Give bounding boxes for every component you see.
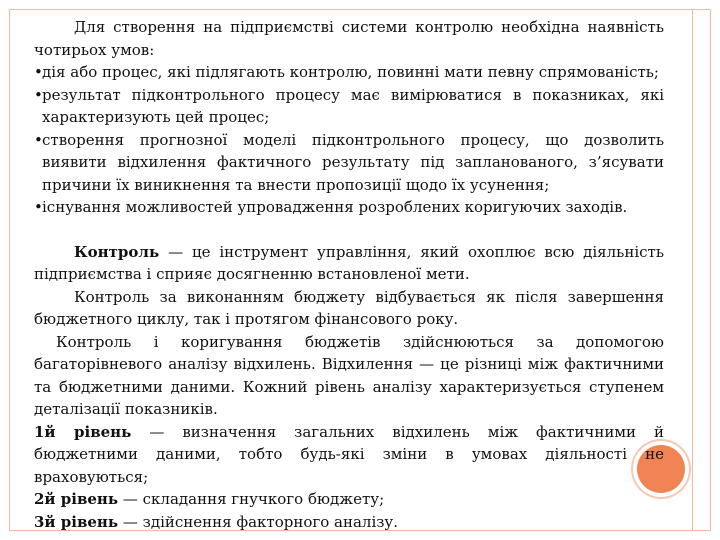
bullet-text: створення прогнозної моделі підконтрольного процесу, що дозволить виявити відхилення фактичного результату під запланованого, з’ясувати причини їх виникнення та внести пропозиції щодо їх усунення; (42, 130, 664, 194)
budget-correction-paragraph: Контроль і коригування бюджетів здійснюються за допомогою багаторівневого аналізу відхилень. Відхилення — це різниці між фактичними та бюджетними даними. Кожний рівень аналізу характеризується ступенем деталізації показників. (34, 332, 664, 418)
level-text: — здійснення факторного аналізу. (118, 512, 399, 531)
level-label: 3й рівень (34, 512, 119, 531)
slide-content (34, 16, 664, 533)
bullet-item (34, 196, 664, 219)
bullet-text: результат підконтрольного процесу має вимірюватися в показниках, які характеризують цей процес; (42, 85, 664, 126)
level-item (34, 488, 664, 511)
bullet-marker: • (34, 85, 43, 104)
bullet-text: існування можливостей упровадження розроблених коригуючих заходів. (42, 198, 628, 216)
bullet-item (34, 61, 664, 84)
level-label: 2й рівень (34, 490, 119, 508)
bullet-marker: • (34, 130, 43, 149)
level-text: — визначення загальних відхилень між фактичними й бюджетними даними, тобто будь-які зміни в умовах діяльності не враховуються; (34, 422, 664, 486)
budget-control-paragraph: Контроль за виконанням бюджету відбувається як після завершення бюджетного циклу, так і протягом фінансового року. (34, 287, 664, 328)
control-definition-text: — це інструмент управління, який охоплює всю діяльність підприємства і сприяє досягненню встановленої мети. (34, 242, 664, 283)
bullet-item (34, 129, 664, 197)
intro-paragraph: Для створення на підприємстві системи контролю необхідна наявність чотирьох умов: (34, 18, 664, 59)
bullet-marker: • (34, 198, 43, 216)
paragraph-spacer (34, 219, 664, 241)
bullet-item (34, 84, 664, 129)
control-definition (34, 241, 664, 286)
level-item (34, 511, 664, 534)
bullet-text: дія або процес, які підлягають контролю, повинні мати певну спрямованість; (42, 63, 659, 81)
bullet-marker: • (34, 63, 43, 81)
right-divider-line (692, 9, 693, 531)
level-label: 1й рівень (34, 422, 132, 441)
level-text: — складання гнучкого бюджету; (118, 490, 385, 508)
level-item (34, 421, 664, 489)
control-term: Контроль (74, 242, 160, 261)
